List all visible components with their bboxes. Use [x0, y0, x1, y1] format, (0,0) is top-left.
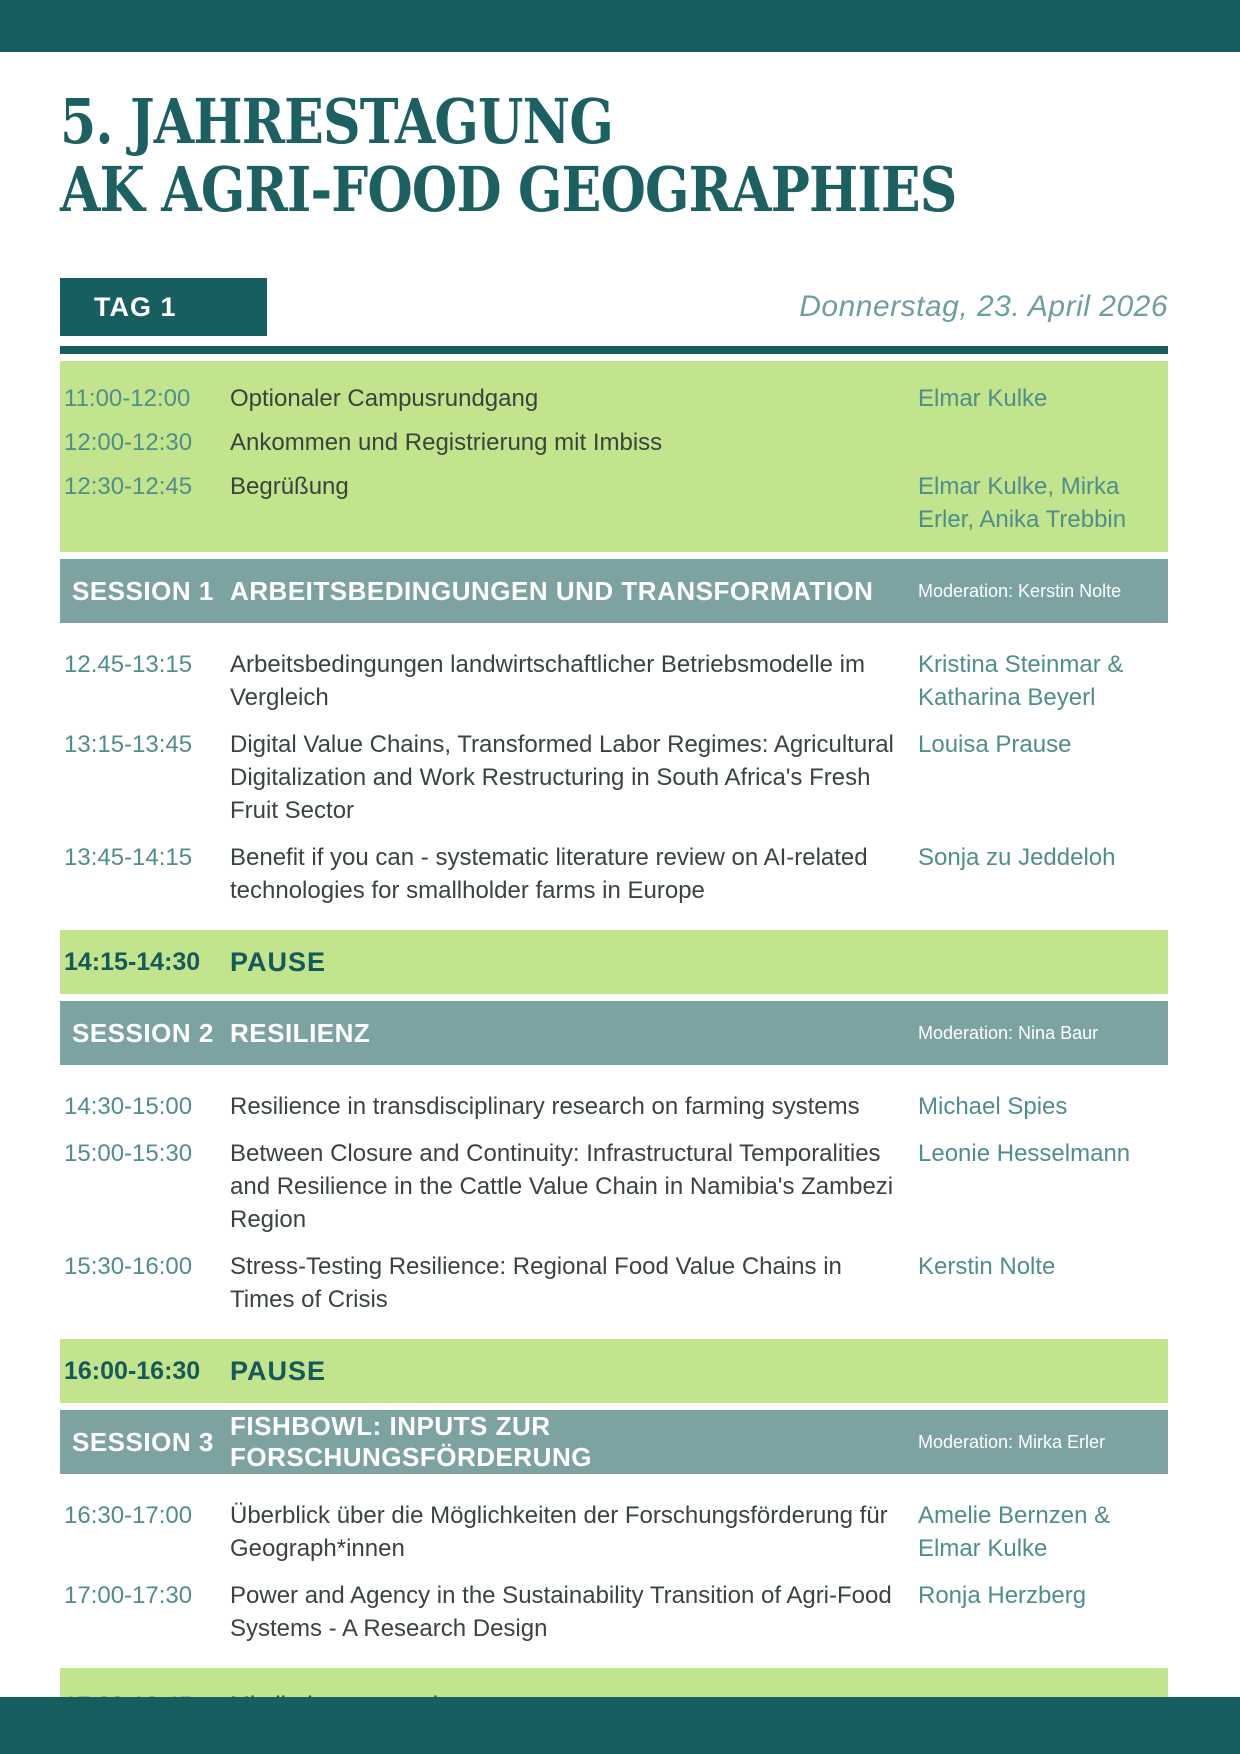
day-label-badge: TAG 1	[60, 278, 267, 336]
schedule-row	[60, 470, 1168, 536]
schedule-row	[60, 1250, 1168, 1316]
session-moderation: Moderation: Kerstin Nolte	[918, 580, 1122, 601]
event-speakers: Kristina Steinmar & Katharina Beyerl	[918, 651, 1124, 711]
event-time: 16:30-17:00	[64, 1502, 193, 1529]
schedule	[60, 361, 1168, 1754]
schedule-row	[60, 1137, 1168, 1236]
event-time: 12:00-12:30	[64, 429, 193, 456]
event-speakers: Sonja zu Jeddeloh	[918, 844, 1116, 871]
event-time: 12:30-12:45	[64, 473, 193, 500]
session-moderation: Moderation: Nina Baur	[918, 1022, 1099, 1043]
session-title: FISHBOWL: INPUTS ZUR FORSCHUNGSFÖRDERUNG	[230, 1411, 592, 1472]
event-title: Benefit if you can - systematic literature review on AI-related technologies for smallholder farms in Europe	[230, 844, 868, 904]
session-title: ARBEITSBEDINGUNGEN UND TRANSFORMATION	[230, 575, 874, 606]
schedule-row	[60, 426, 1168, 459]
event-time: 15:30-16:00	[64, 1253, 193, 1280]
event-title: Stress-Testing Resilience: Regional Food Value Chains in Times of Crisis	[230, 1253, 842, 1313]
pause-bar	[60, 930, 1168, 994]
title-line-1: 5. JAHRESTAGUNG	[60, 85, 614, 158]
event-title: Digital Value Chains, Transformed Labor Regimes: Agricultural Digitalization and Work Restructuring in South Africa's Fresh Fruit Sector	[230, 731, 894, 824]
session-title: RESILIENZ	[230, 1017, 371, 1048]
session-label: SESSION 3	[72, 1426, 214, 1457]
event-title: Überblick über die Möglichkeiten der Forschungsförderung für Geograph*innen	[230, 1502, 888, 1562]
schedule-row	[60, 648, 1168, 714]
schedule-row	[60, 728, 1168, 827]
content-area	[60, 85, 1168, 1754]
session-moderation: Moderation: Mirka Erler	[918, 1431, 1106, 1452]
schedule-row	[60, 841, 1168, 907]
event-speakers: Kerstin Nolte	[918, 1253, 1056, 1280]
schedule-row	[60, 382, 1168, 415]
day-header-row	[60, 278, 1168, 336]
talks-block	[60, 630, 1168, 923]
pause-label: PAUSE	[230, 1355, 327, 1386]
talks-block	[60, 1072, 1168, 1332]
event-speakers: Elmar Kulke	[918, 385, 1048, 412]
pause-time: 16:00-16:30	[64, 1356, 201, 1385]
event-title: Arbeitsbedingungen landwirtschaftlicher Betriebsmodelle im Vergleich	[230, 651, 866, 711]
event-title: Ankommen und Registrierung mit Imbiss	[230, 429, 663, 456]
pause-bar	[60, 1339, 1168, 1403]
event-speakers: Leonie Hesselmann	[918, 1140, 1131, 1167]
event-title: Begrüßung	[230, 473, 349, 500]
pause-label: PAUSE	[230, 946, 327, 977]
event-time: 13:15-13:45	[64, 731, 193, 758]
title-line-2: AK AGRI-FOOD GEOGRAPHIES	[60, 153, 957, 226]
schedule-row	[60, 1499, 1168, 1565]
schedule-row	[60, 1090, 1168, 1123]
talks-block	[60, 1481, 1168, 1661]
session-header-bar	[60, 1410, 1168, 1474]
event-time: 13:45-14:15	[64, 844, 193, 871]
session-header-bar	[60, 1001, 1168, 1065]
event-title: Resilience in transdisciplinary research on farming systems	[230, 1093, 860, 1120]
session-header-bar	[60, 559, 1168, 623]
top-bar	[0, 0, 1240, 52]
event-title: Power and Agency in the Sustainability Transition of Agri-Food Systems - A Research Design	[230, 1582, 892, 1642]
event-speakers: Michael Spies	[918, 1093, 1068, 1120]
date-label: Donnerstag, 23. April 2026	[799, 290, 1168, 323]
event-time: 15:00-15:30	[64, 1140, 193, 1167]
event-title: Between Closure and Continuity: Infrastructural Temporalities and Resilience in the Cattle Value Chain in Namibia's Zambezi Region	[230, 1140, 894, 1233]
bottom-bar	[0, 1697, 1240, 1754]
event-time: 11:00-12:00	[64, 385, 191, 412]
page-title	[60, 85, 1168, 226]
event-time: 14:30-15:00	[64, 1093, 193, 1120]
event-time: 12.45-13:15	[64, 651, 193, 678]
divider-top	[60, 346, 1168, 354]
event-speakers: Elmar Kulke, Mirka Erler, Anika Trebbin	[918, 473, 1127, 533]
event-speakers: Louisa Prause	[918, 731, 1072, 758]
event-time: 17:00-17:30	[64, 1582, 193, 1609]
schedule-row	[60, 1579, 1168, 1645]
pause-time: 14:15-14:30	[64, 947, 201, 976]
event-speakers: Ronja Herzberg	[918, 1582, 1087, 1609]
event-title: Optionaler Campusrundgang	[230, 385, 539, 412]
event-speakers: Amelie Bernzen & Elmar Kulke	[918, 1502, 1111, 1562]
highlight-block	[60, 361, 1168, 552]
session-label: SESSION 1	[72, 575, 214, 606]
session-label: SESSION 2	[72, 1017, 214, 1048]
